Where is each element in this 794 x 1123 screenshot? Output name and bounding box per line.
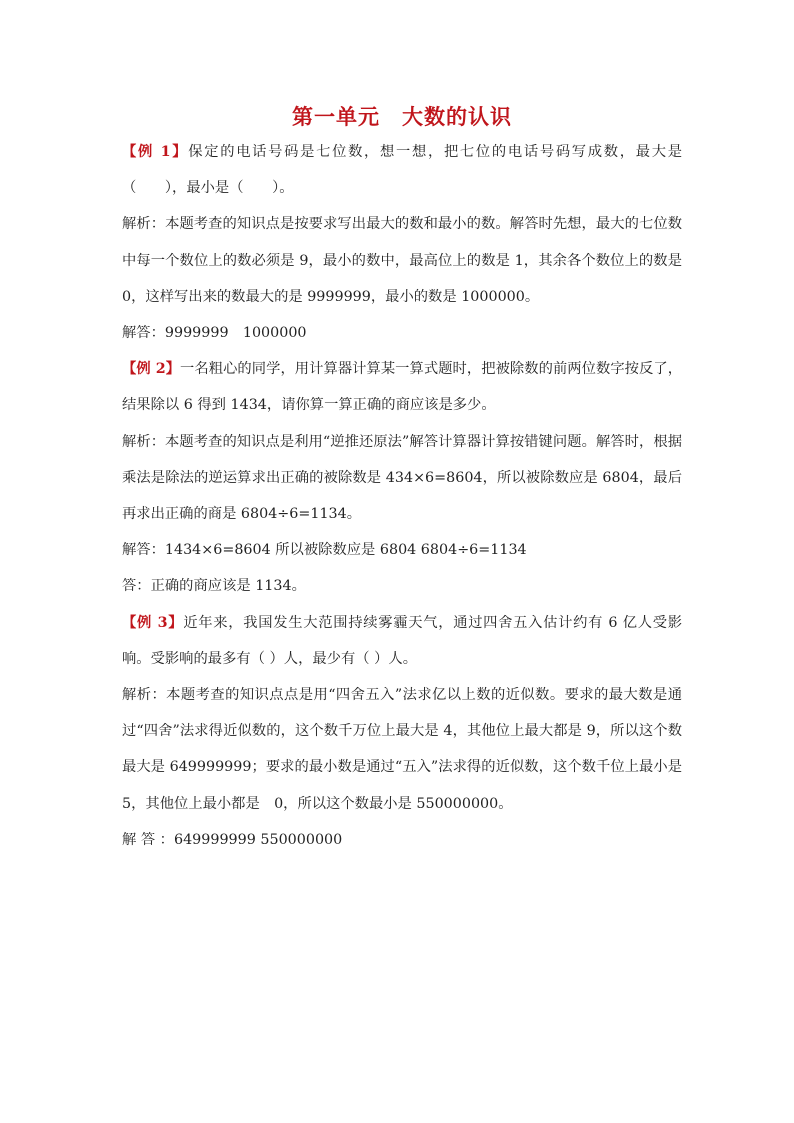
- example-1-answer: 解答：9999999 1000000: [122, 325, 307, 342]
- example-1-label: 【例 1】: [122, 144, 189, 160]
- example-3-analysis: 解析：本题考查的知识点点是用“四舍五入”法求亿以上数的近似数。要求的最大数是通过“四舍”法求得近似数的，这个数千万位上最大是 4，其他位上最大都是 9，所以这个数最大是 649999999；要求的最小数是通过“五入”法求得的近似数，这个数千位上最小是 5，其他位上最小都是 0，所以这个数最小是 550000000。: [122, 687, 697, 812]
- document-page: [122, 100, 697, 858]
- example-3-label: 【例 3】: [122, 614, 184, 631]
- example-2-question-text: 一名粗心的同学，用计算器计算某一算式题时，把被除数的前两位数字按反了，结果除以 6 得到 1434，请你算一算正确的商应该是多少。: [122, 361, 682, 414]
- example-1: [122, 134, 682, 351]
- example-1-question-text: 保定的电话号码是七位数，想一想，把七位的电话号码写成数，最大是（ ），最小是（ ）。: [122, 144, 682, 197]
- example-2-answer: 解答：1434×6=8604 所以被除数应是 6804 6804÷6=1134: [122, 542, 527, 559]
- example-2-question: [122, 351, 682, 423]
- example-2: [122, 351, 682, 604]
- example-1-analysis: 解析：本题考查的知识点是按要求写出最大的数和最小的数。解答时先想，最大的七位数中每一个数位上的数必须是 9，最小的数中，最高位上的数是 1，其余各个数位上的数是 0，这样写出来的数最大的是 9999999，最小的数是 1000000。: [122, 216, 682, 305]
- example-3-question: [122, 605, 682, 677]
- example-1-question: [122, 134, 682, 206]
- example-3: [122, 605, 697, 858]
- example-2-label: 【例 2】: [122, 361, 181, 378]
- example-2-final-answer: 答：正确的商应该是 1134。: [122, 578, 306, 595]
- example-3-question-text: 近年来，我国发生大范围持续雾霾天气，通过四舍五入估计约有 6 亿人受影响。受影响的最多有（ ）人，最少有（ ）人。: [122, 614, 682, 667]
- example-3-answer: 解 答 ：649999999 550000000: [122, 831, 343, 848]
- page-title: 第一单元 大数的认识: [292, 104, 512, 129]
- example-2-analysis: 解析：本题考查的知识点是利用“逆推还原法”解答计算器计算按错键问题。解答时，根据乘法是除法的逆运算求出正确的被除数是 434×6=8604，所以被除数应是 6804，最后再求出正确的商是 6804÷6=1134。: [122, 433, 682, 523]
